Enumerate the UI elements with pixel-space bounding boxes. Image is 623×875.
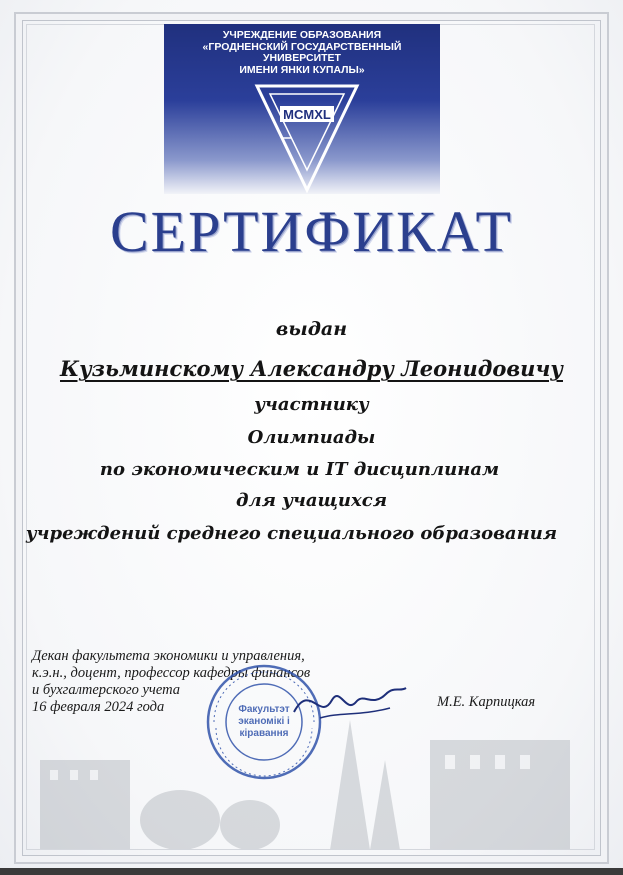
- dean-title-line-1: Декан факультета экономики и управления,: [32, 648, 305, 664]
- event-line-4: учреждений среднего специального образования: [25, 523, 558, 544]
- handwritten-signature: [290, 672, 410, 732]
- issued-text: выдан: [275, 318, 348, 340]
- header-line-2: «ГРОДНЕНСКИЙ ГОСУДАРСТВЕННЫЙ: [202, 40, 402, 53]
- logo-text: MCMXL: [283, 107, 331, 122]
- event-line-2: по экономическим и IT дисциплинам: [99, 459, 500, 480]
- header-line-4: ИМЕНИ ЯНКИ КУПАЛЫ»: [239, 63, 365, 76]
- certificate-title: СЕРТИФИКАТ: [109, 199, 513, 264]
- recipient-name: Кузьминскому Александру Леонидовичу: [60, 356, 563, 381]
- event-line-1: Олимпиады: [247, 427, 376, 448]
- scan-edge: [0, 868, 623, 875]
- header-line-1: УЧРЕЖДЕНИЕ ОБРАЗОВАНИЯ: [222, 29, 382, 41]
- stamp-line-2: эканомікі і: [238, 716, 290, 727]
- issue-date: 16 февраля 2024 года: [32, 699, 165, 715]
- dean-title-line-3: и бухгалтерского учета: [32, 682, 180, 698]
- event-line-3: для учащихся: [235, 490, 388, 511]
- role-text: участнику: [254, 394, 369, 415]
- university-name: [164, 30, 440, 76]
- stamp-line-3: кіравання: [239, 728, 289, 739]
- stamp-line-1: Факультэт: [238, 704, 290, 715]
- university-logo: [252, 78, 362, 198]
- header-line-3: УНИВЕРСИТЕТ: [263, 52, 341, 64]
- university-header: [164, 24, 440, 194]
- signatory-name: М.Е. Карпицкая: [437, 694, 536, 710]
- dean-title-line-2: к.э.н., доцент, профессор кафедры финансов: [32, 665, 311, 681]
